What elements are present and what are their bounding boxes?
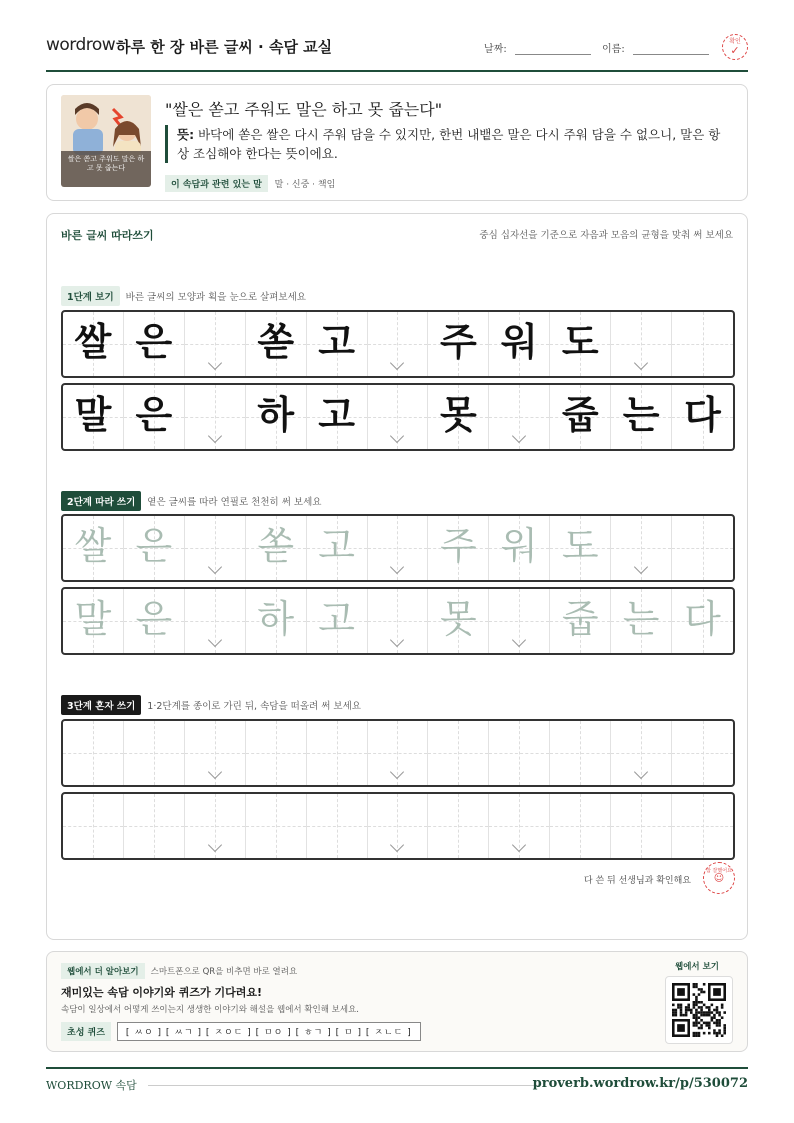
grid-char: 말 — [74, 597, 112, 641]
grid-cell — [672, 516, 733, 580]
footer-url[interactable]: proverb.wordrow.kr/p/530072 — [532, 1076, 748, 1091]
grid-char — [63, 721, 123, 785]
grid-cell — [185, 589, 246, 653]
grid-cell — [550, 516, 611, 580]
meaning-label: 뜻: — [177, 127, 195, 142]
grid-cell — [368, 385, 429, 449]
grid-cell — [611, 516, 672, 580]
check-stamp-icon: 확인 ✓ — [722, 34, 748, 60]
qr-label: 웹에서 보기 — [674, 962, 719, 972]
grid-cell — [672, 589, 733, 653]
proverb-illustration — [61, 95, 151, 187]
proverb-meaning — [165, 125, 721, 163]
grid-char — [672, 312, 733, 376]
grid-cell — [246, 516, 307, 580]
quiz-label: 초성 퀴즈 — [61, 1022, 111, 1041]
grid-cell — [489, 516, 550, 580]
step2-header — [61, 491, 321, 511]
grid-cell — [489, 589, 550, 653]
grid-cell — [124, 589, 185, 653]
grid-cell — [307, 312, 368, 376]
grid-char: 도 — [561, 524, 599, 568]
grid-char: 고 — [318, 319, 355, 364]
page-header — [46, 30, 748, 72]
grid-char — [489, 721, 549, 785]
grid-cell — [550, 385, 611, 449]
grid-char: 하 — [257, 597, 295, 641]
grid-cell — [550, 589, 611, 653]
grid-cell[interactable] — [368, 721, 429, 785]
teacher-signoff: 다 쓴 뒤 선생님과 확인해요 — [583, 876, 691, 886]
grid-char: 은 — [135, 524, 173, 568]
grid-char — [550, 794, 610, 858]
grid-cell — [368, 312, 429, 376]
grid-char: 도 — [561, 319, 599, 364]
grid-cell — [246, 385, 307, 449]
grid-char — [428, 721, 488, 785]
grid-cell — [368, 516, 429, 580]
grid-cell — [611, 589, 672, 653]
grid-cell[interactable] — [489, 721, 550, 785]
grid-cell — [611, 312, 672, 376]
date-field[interactable] — [484, 40, 591, 55]
grid-cell[interactable] — [489, 794, 550, 858]
grid-cell — [246, 312, 307, 376]
grid-cell[interactable] — [611, 794, 672, 858]
grid-cell[interactable] — [550, 794, 611, 858]
grid-cell — [428, 385, 489, 449]
grid-cell — [185, 516, 246, 580]
grid-char: 고 — [318, 524, 355, 568]
wordrow-logo — [46, 35, 115, 55]
page-footer — [46, 1067, 748, 1092]
grid-cell[interactable] — [672, 794, 733, 858]
grid-cell — [672, 385, 733, 449]
step2-row1[interactable] — [61, 514, 735, 582]
grid-cell — [550, 312, 611, 376]
grid-cell — [63, 589, 124, 653]
grid-char: 못 — [440, 597, 477, 641]
grid-cell — [307, 385, 368, 449]
step1-row2 — [61, 383, 735, 451]
step2-badge: 2단계 따라 쓰기 — [61, 491, 141, 511]
grid-cell[interactable] — [124, 721, 185, 785]
chosung-quiz — [61, 1022, 421, 1041]
grid-cell — [672, 312, 733, 376]
web-more-desc: 속담이 일상에서 어떻게 쓰이는지 생생한 이야기와 해설을 웹에서 확인해 보세요. — [61, 1005, 359, 1015]
grid-cell[interactable] — [611, 721, 672, 785]
date-label: 날짜: — [484, 44, 507, 55]
grid-cell — [489, 312, 550, 376]
grid-char: 는 — [622, 597, 660, 641]
thumb-caption: 쌀은 쏟고 주워도 말은 하고 못 줍는다 — [67, 155, 145, 172]
name-label: 이름: — [602, 44, 625, 55]
grid-char: 쏟 — [257, 319, 295, 364]
step1-header — [61, 286, 306, 306]
name-field[interactable] — [602, 40, 709, 55]
grid-cell[interactable] — [124, 794, 185, 858]
grid-char — [672, 721, 733, 785]
proverb-card — [46, 84, 748, 201]
step2-row2[interactable] — [61, 587, 735, 655]
grid-cell[interactable] — [63, 794, 124, 858]
grid-cell[interactable] — [307, 721, 368, 785]
meaning-text: 바닥에 쏟은 쌀은 다시 주워 담을 수 있지만, 한번 내뱉은 말은 다시 주워 담을 수 없으니, 말은 항상 조심해야 한다는 뜻이에요. — [177, 127, 721, 161]
grid-char — [428, 794, 488, 858]
practice-desc: 중심 십자선을 기준으로 자음과 모음의 균형을 맞춰 써 보세요 — [479, 230, 733, 241]
grid-cell — [63, 312, 124, 376]
grid-cell — [428, 589, 489, 653]
grid-cell — [307, 516, 368, 580]
grid-cell — [185, 385, 246, 449]
grid-char: 은 — [135, 597, 173, 641]
step2-desc: 옅은 글씨를 따라 연필로 천천히 써 보세요 — [147, 497, 322, 508]
grid-cell — [185, 312, 246, 376]
step3-badge: 3단계 혼자 쓰기 — [61, 695, 141, 715]
grid-char: 다 — [684, 392, 721, 437]
related-label: 이 속담과 관련 있는 말 — [165, 175, 268, 192]
grid-cell[interactable] — [428, 721, 489, 785]
grid-char — [246, 794, 306, 858]
proverb-title: "쌀은 쏟고 주워도 말은 하고 못 줍는다" — [165, 100, 443, 119]
grid-cell[interactable] — [246, 721, 307, 785]
grid-cell — [246, 589, 307, 653]
grid-char: 쌀 — [74, 319, 112, 364]
practice-title: 바른 글씨 따라쓰기 — [61, 229, 154, 242]
grid-cell — [611, 385, 672, 449]
grid-cell — [428, 516, 489, 580]
grid-cell[interactable] — [368, 794, 429, 858]
step1-desc: 바른 글씨의 모양과 획을 눈으로 살펴보세요 — [125, 292, 306, 303]
grid-char: 못 — [440, 392, 477, 437]
web-more-header — [61, 963, 297, 979]
grid-char: 주 — [440, 524, 477, 568]
grid-char: 는 — [622, 392, 660, 437]
grid-char: 주 — [440, 319, 477, 364]
grid-cell[interactable] — [550, 721, 611, 785]
grid-char — [124, 794, 184, 858]
step1-badge: 1단계 보기 — [61, 286, 120, 306]
grid-char — [550, 721, 610, 785]
grid-cell — [63, 385, 124, 449]
grid-char: 은 — [135, 392, 173, 437]
grid-char: 워 — [500, 319, 538, 364]
good-job-stamp-icon: 참 잘했어요 ☺ — [703, 862, 735, 894]
step3-header — [61, 695, 361, 715]
grid-cell — [368, 589, 429, 653]
grid-cell[interactable] — [246, 794, 307, 858]
grid-cell[interactable] — [428, 794, 489, 858]
grid-cell — [124, 385, 185, 449]
footer-brand: WORDROW 속담 — [46, 1079, 137, 1092]
grid-char: 하 — [257, 392, 295, 437]
grid-char: 말 — [74, 392, 112, 437]
quiz-box: [ ㅆㅇ ] [ ㅆㄱ ] [ ㅈㅇㄷ ] [ ㅁㅇ ] [ ㅎㄱ ] [ ㅁ ] [ ㅈㄴㄷ ] — [117, 1022, 421, 1041]
logo-text: wordrow — [46, 35, 116, 55]
step3-desc: 1·2단계를 종이로 가린 뒤, 속담을 떠올려 써 보세요 — [147, 701, 361, 712]
grid-cell[interactable] — [672, 721, 733, 785]
grid-char: 고 — [318, 392, 355, 437]
grid-cell — [124, 516, 185, 580]
web-more-tag-desc: 스마트폰으로 QR을 비추면 바로 열려요 — [150, 967, 298, 977]
grid-char: 고 — [318, 597, 355, 641]
grid-char: 워 — [500, 524, 538, 568]
grid-char: 줍 — [561, 392, 599, 437]
web-more-headline: 재미있는 속담 이야기와 퀴즈가 기다려요! — [61, 986, 262, 999]
grid-char — [63, 794, 123, 858]
web-more-tag: 웹에서 더 알아보기 — [61, 963, 145, 979]
stamp-label: 확인 — [729, 38, 741, 45]
grid-char: 은 — [135, 319, 173, 364]
grid-char: 쏟 — [257, 524, 295, 568]
step1-row1 — [61, 310, 735, 378]
grid-cell — [307, 589, 368, 653]
grid-char: 다 — [684, 597, 721, 641]
grid-char — [124, 721, 184, 785]
practice-section — [46, 213, 748, 940]
grid-cell[interactable] — [185, 721, 246, 785]
qr-code-icon[interactable] — [665, 976, 733, 1044]
related-list: 말 · 신중 · 책임 — [274, 180, 336, 190]
grid-char — [246, 721, 306, 785]
grid-cell[interactable] — [307, 794, 368, 858]
grid-char — [307, 794, 367, 858]
grid-char — [672, 516, 733, 580]
related-words — [165, 175, 335, 192]
step3-row2[interactable] — [61, 792, 735, 860]
grid-cell — [489, 385, 550, 449]
grid-char — [672, 794, 733, 858]
grid-char — [307, 721, 367, 785]
step3-row1[interactable] — [61, 719, 735, 787]
grid-cell — [428, 312, 489, 376]
grid-cell[interactable] — [185, 794, 246, 858]
grid-char: 줍 — [561, 597, 599, 641]
web-more-section — [46, 951, 748, 1052]
grid-cell — [63, 516, 124, 580]
grid-char — [611, 794, 671, 858]
grid-cell — [124, 312, 185, 376]
page-title: 하루 한 장 바른 글씨 · 속담 교실 — [116, 38, 333, 56]
grid-cell[interactable] — [63, 721, 124, 785]
grid-char: 쌀 — [74, 524, 112, 568]
good-job-label: 참 잘했어요 — [706, 868, 732, 874]
